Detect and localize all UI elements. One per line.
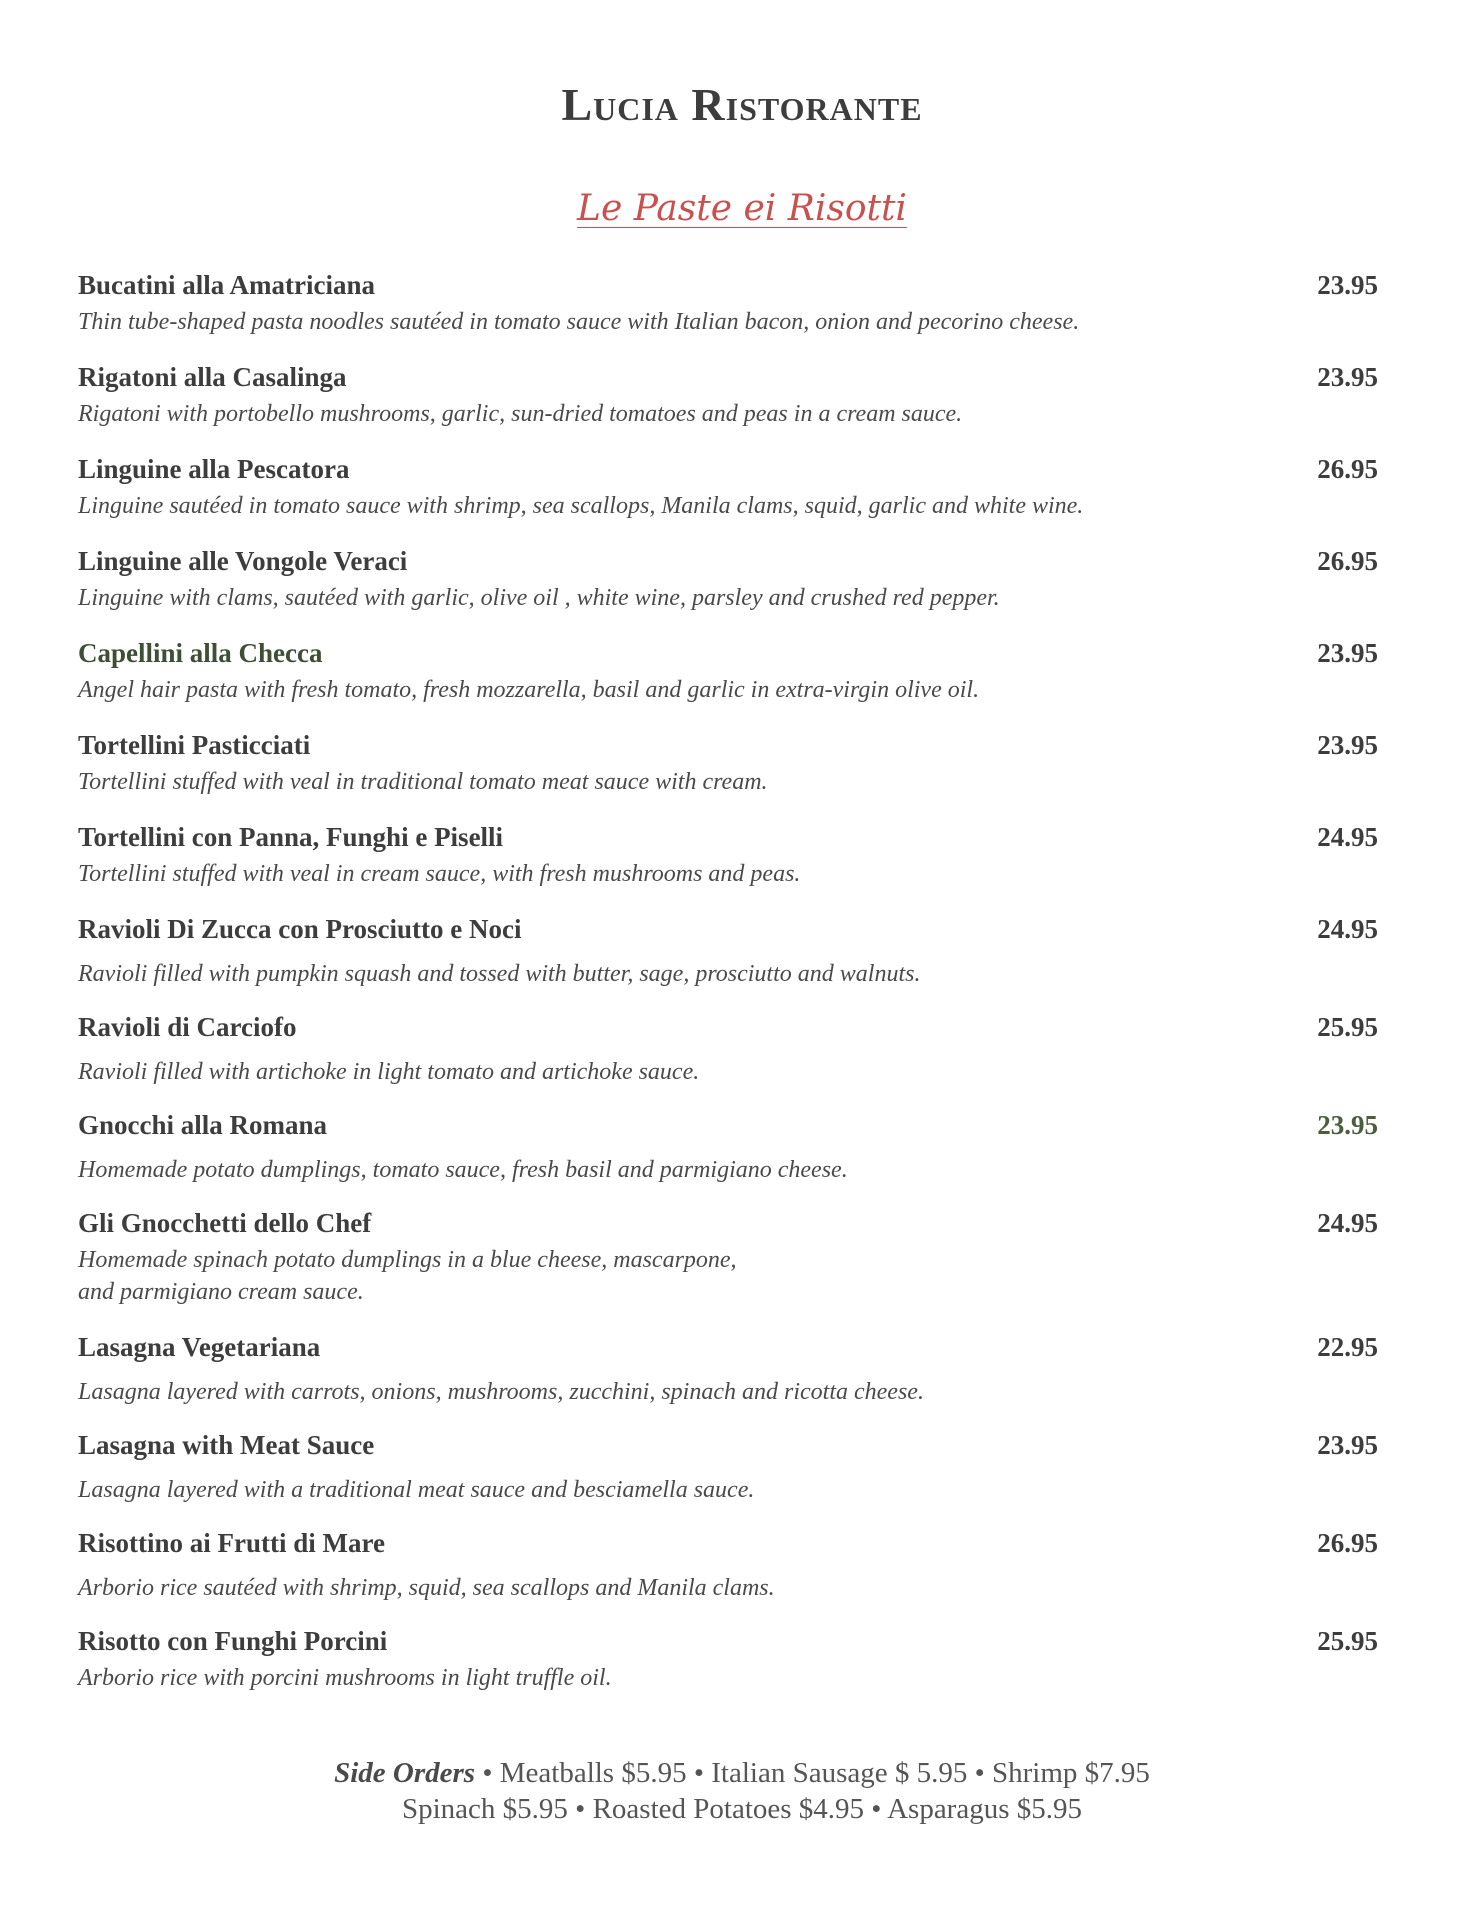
item-description: Rigatoni with portobello mushrooms, garlic, sun-dried tomatoes and peas in a cream sauce. xyxy=(78,401,963,427)
item-name: Bucatini alla Amatriciana xyxy=(78,270,375,300)
menu-item xyxy=(78,454,1378,546)
side-orders-line-1 xyxy=(0,1755,1484,1791)
menu-item xyxy=(78,546,1378,638)
item-description: Linguine sautéed in tomato sauce with shrimp, sea scallops, Manila clams, squid, garlic and white wine. xyxy=(78,493,1084,519)
item-name: Lasagna Vegetariana xyxy=(78,1332,321,1362)
item-price: 23.95 xyxy=(1317,270,1378,300)
menu-item xyxy=(78,1430,1378,1528)
item-description: Arborio rice with porcini mushrooms in light truffle oil. xyxy=(78,1665,612,1691)
item-name: Gli Gnocchetti dello Chef xyxy=(78,1208,372,1238)
item-name: Gnocchi alla Romana xyxy=(78,1110,328,1140)
menu-item xyxy=(78,1110,1378,1208)
item-description: Tortellini stuffed with veal in traditional tomato meat sauce with cream. xyxy=(78,769,768,795)
item-price: 23.95 xyxy=(1317,730,1378,760)
side-orders-label: Side Orders xyxy=(334,1757,476,1789)
item-name: Tortellini con Panna, Funghi e Piselli xyxy=(78,822,504,852)
item-description: Ravioli filled with artichoke in light tomato and artichoke sauce. xyxy=(78,1059,700,1085)
item-price: 26.95 xyxy=(1317,1528,1378,1558)
item-name: Ravioli di Carciofo xyxy=(78,1012,297,1042)
item-description-line-2: and parmigiano cream sauce. xyxy=(78,1279,364,1305)
menu-item xyxy=(78,914,1378,1012)
item-name: Ravioli Di Zucca con Prosciutto e Noci xyxy=(78,914,522,944)
item-description: Arborio rice sautéed with shrimp, squid, sea scallops and Manila clams. xyxy=(78,1575,775,1601)
side-orders-items-1: • Meatballs $5.95 • Italian Sausage $ 5.95 • Shrimp $7.95 xyxy=(475,1757,1150,1789)
menu-item xyxy=(78,270,1378,362)
section-title xyxy=(0,188,1484,229)
side-orders xyxy=(0,1755,1484,1827)
item-price: 23.95 xyxy=(1317,1430,1378,1460)
item-price: 26.95 xyxy=(1317,546,1378,576)
menu-item xyxy=(78,730,1378,822)
item-name: Capellini alla Checca xyxy=(78,638,323,668)
menu-item xyxy=(78,1332,1378,1430)
menu-list xyxy=(78,270,1378,1718)
item-description: Homemade potato dumplings, tomato sauce, fresh basil and parmigiano cheese. xyxy=(78,1157,848,1183)
restaurant-name: Lucia Ristorante xyxy=(561,79,923,130)
item-description: Linguine with clams, sautéed with garlic, olive oil , white wine, parsley and crushed red pepper. xyxy=(78,585,1000,611)
item-description: Homemade spinach potato dumplings in a blue cheese, mascarpone, xyxy=(78,1247,737,1273)
item-name: Linguine alle Vongole Veraci xyxy=(78,546,408,576)
item-price: 23.95 xyxy=(1317,1110,1378,1140)
menu-item xyxy=(78,1012,1378,1110)
item-description: Tortellini stuffed with veal in cream sauce, with fresh mushrooms and peas. xyxy=(78,861,801,887)
item-price: 22.95 xyxy=(1317,1332,1378,1362)
side-orders-line-2: Spinach $5.95 • Roasted Potatoes $4.95 • Asparagus $5.95 xyxy=(402,1793,1082,1825)
item-name: Lasagna with Meat Sauce xyxy=(78,1430,375,1460)
item-price: 25.95 xyxy=(1317,1626,1378,1656)
item-description: Lasagna layered with carrots, onions, mushrooms, zucchini, spinach and ricotta cheese. xyxy=(78,1379,924,1405)
item-name: Risottino ai Frutti di Mare xyxy=(78,1528,385,1558)
section-title-text: Le Paste ei Risotti xyxy=(577,188,907,229)
item-price: 24.95 xyxy=(1317,1208,1378,1238)
item-name: Risotto con Funghi Porcini xyxy=(78,1626,388,1656)
item-price: 25.95 xyxy=(1317,1012,1378,1042)
item-name: Tortellini Pasticciati xyxy=(78,730,311,760)
item-description: Lasagna layered with a traditional meat sauce and besciamella sauce. xyxy=(78,1477,755,1503)
item-price: 24.95 xyxy=(1317,914,1378,944)
item-price: 24.95 xyxy=(1317,822,1378,852)
item-name: Rigatoni alla Casalinga xyxy=(78,362,347,392)
menu-item xyxy=(78,1208,1378,1332)
menu-item xyxy=(78,822,1378,914)
menu-item xyxy=(78,638,1378,730)
item-price: 23.95 xyxy=(1317,638,1378,668)
menu-item xyxy=(78,1626,1378,1718)
item-price: 26.95 xyxy=(1317,454,1378,484)
item-price: 23.95 xyxy=(1317,362,1378,392)
item-description: Ravioli filled with pumpkin squash and tossed with butter, sage, prosciutto and walnuts. xyxy=(78,961,921,987)
item-name: Linguine alla Pescatora xyxy=(78,454,350,484)
menu-item xyxy=(78,1528,1378,1626)
item-description: Angel hair pasta with fresh tomato, fresh mozzarella, basil and garlic in extra-virgin olive oil. xyxy=(78,677,980,703)
menu-item xyxy=(78,362,1378,454)
item-description: Thin tube-shaped pasta noodles sautéed in tomato sauce with Italian bacon, onion and pecorino cheese. xyxy=(78,309,1080,335)
